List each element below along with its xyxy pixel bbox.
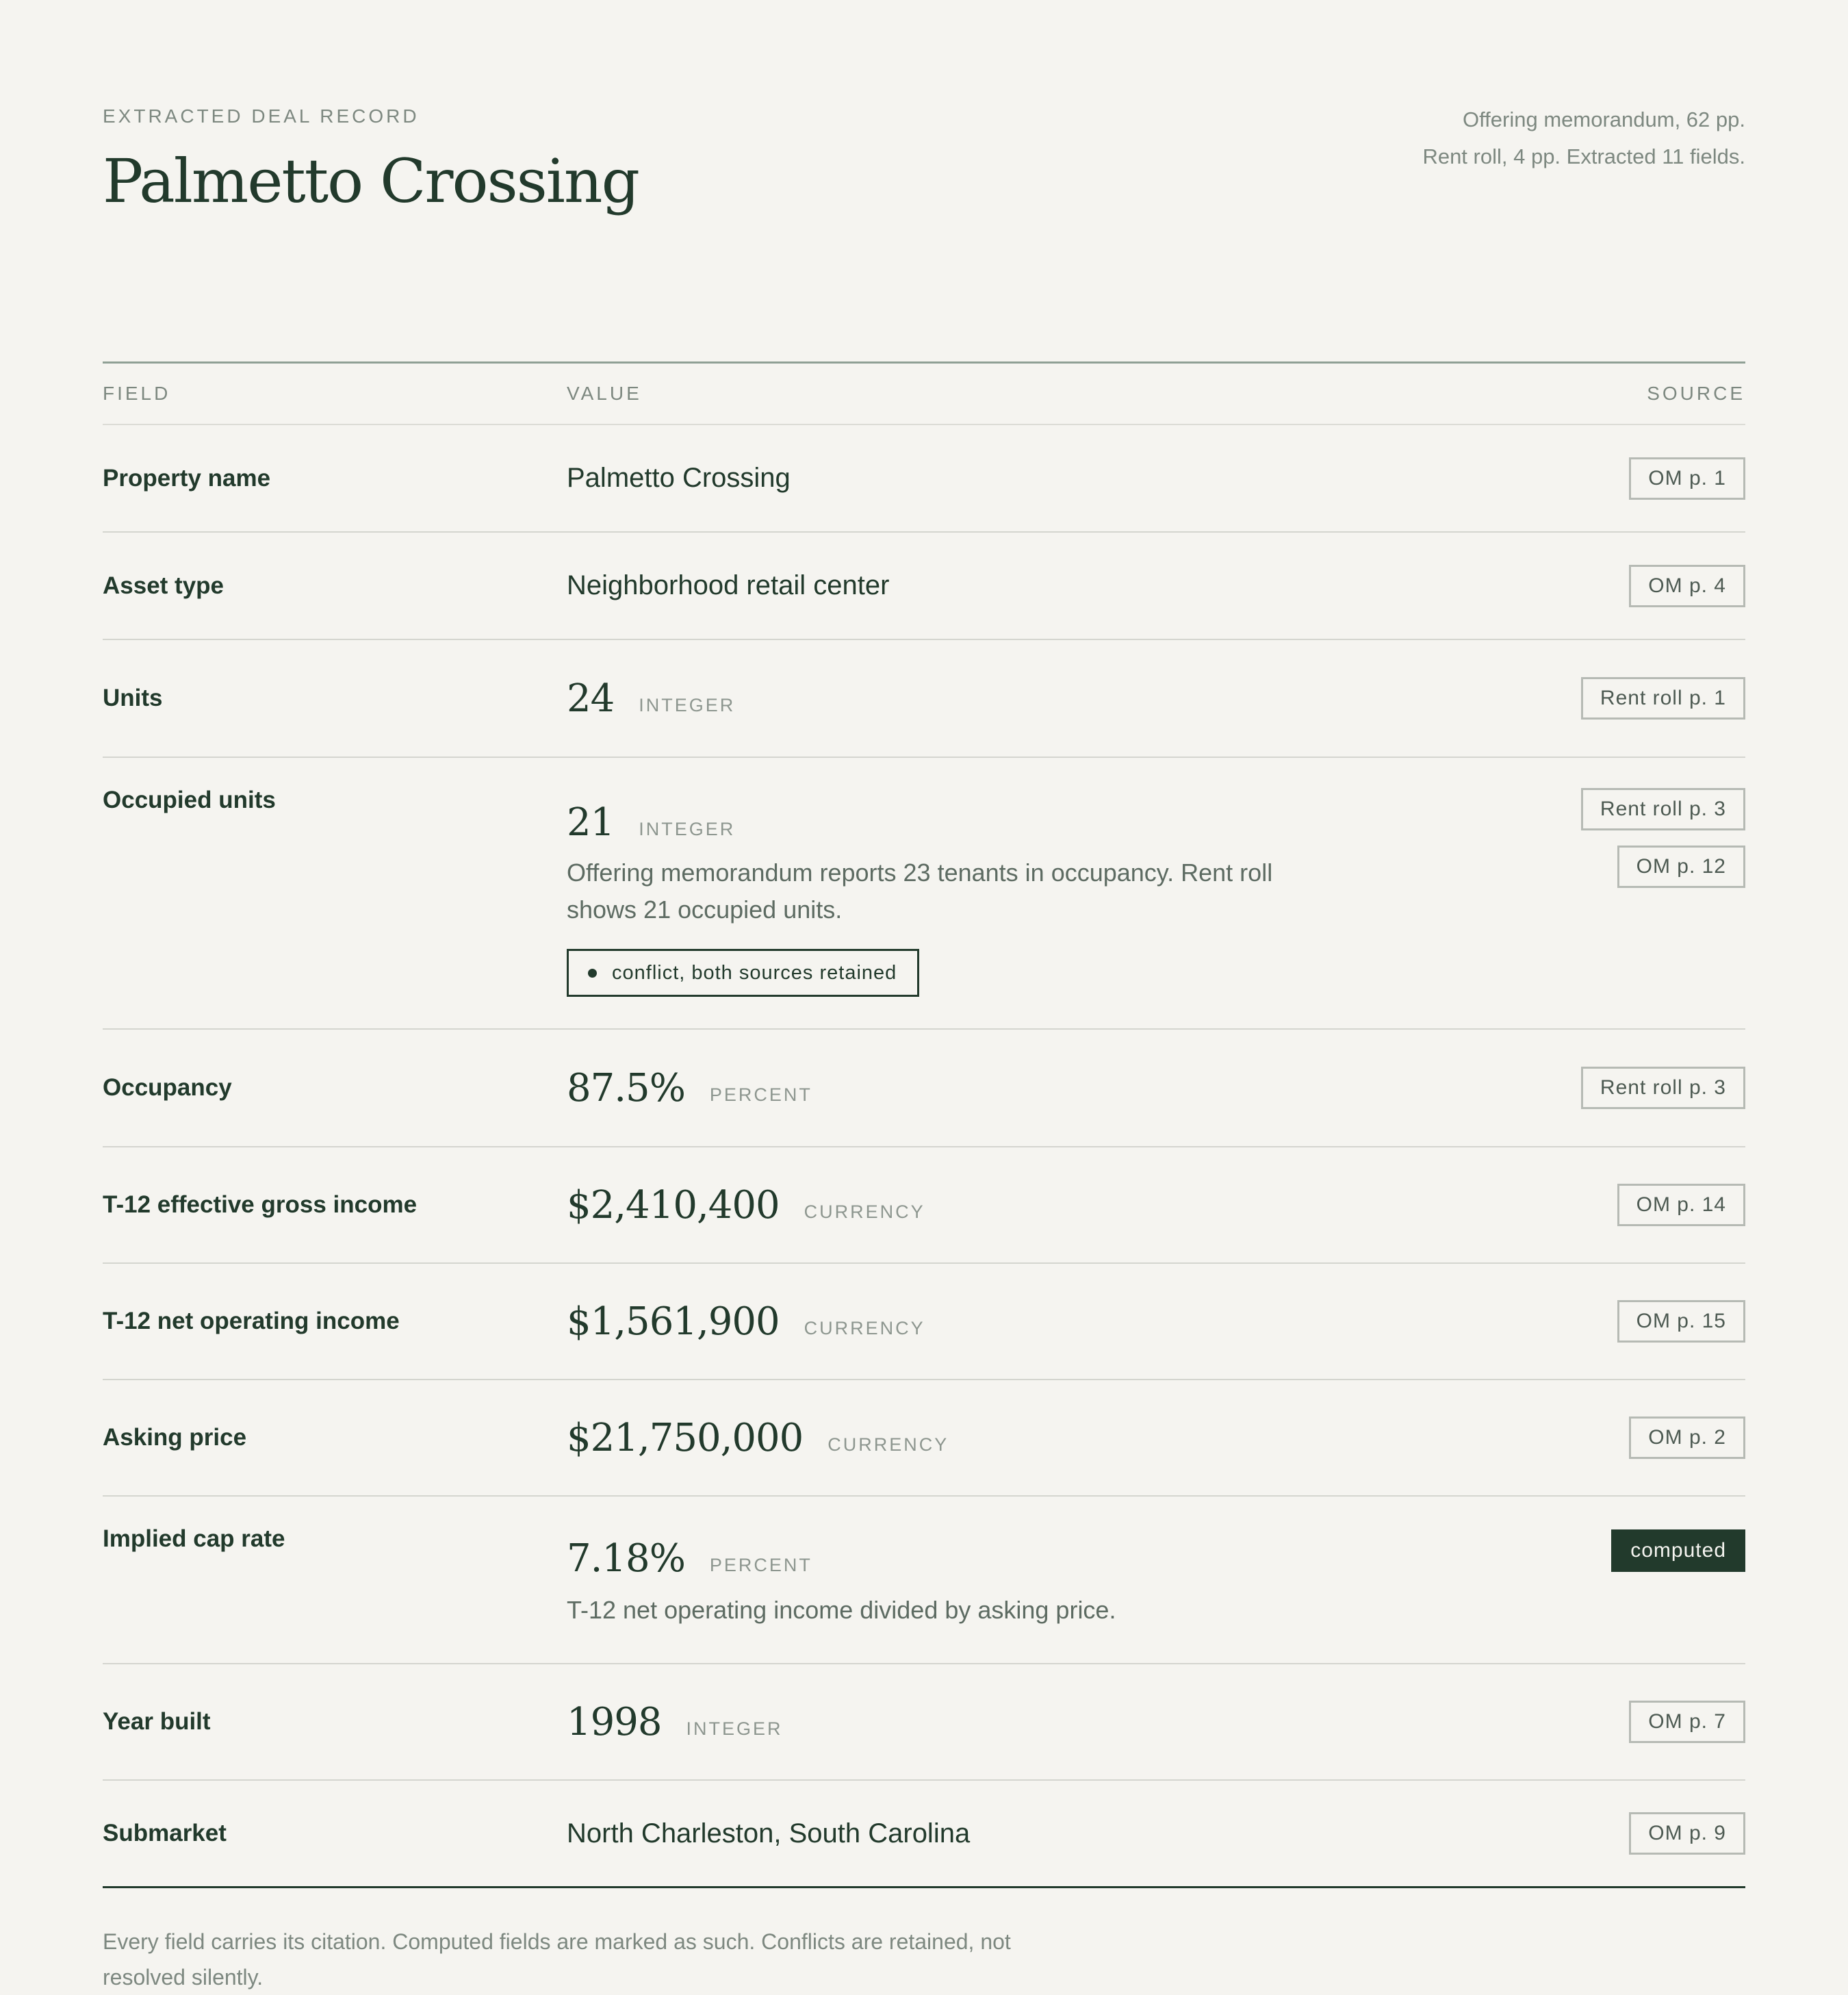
source-citation-badge[interactable]: OM p. 4 <box>1629 565 1745 607</box>
field-value: $21,750,000 <box>567 1415 804 1460</box>
value-type: CURRENCY <box>827 1434 949 1455</box>
table-row <box>103 1380 1745 1497</box>
source-citation-badge[interactable]: OM p. 15 <box>1617 1300 1745 1343</box>
field-value: North Charleston, South Carolina <box>567 1818 971 1848</box>
document-meta <box>1422 101 1745 175</box>
table-row <box>103 1147 1745 1264</box>
page-header <box>103 103 1745 260</box>
table-bottom-rule <box>103 1886 1745 1888</box>
header-source: SOURCE <box>1647 383 1745 404</box>
value-type: INTEGER <box>639 694 736 715</box>
field-value: 24 <box>567 676 615 721</box>
field-label: Occupied units <box>103 787 276 813</box>
header-field: FIELD <box>103 383 171 404</box>
value-type: INTEGER <box>686 1718 783 1739</box>
deal-record-page <box>103 0 1745 1995</box>
field-value: Palmetto Crossing <box>567 463 791 493</box>
source-citation-badge[interactable]: Rent roll p. 1 <box>1581 677 1745 720</box>
source-citation-badge[interactable]: OM p. 1 <box>1629 457 1745 500</box>
field-label: Submarket <box>103 1820 227 1846</box>
field-value: Neighborhood retail center <box>567 570 890 600</box>
source-citation-badge[interactable]: Rent roll p. 3 <box>1581 788 1745 830</box>
value-type: CURRENCY <box>804 1201 925 1222</box>
table-row <box>103 1264 1745 1380</box>
source-citation-badge[interactable]: OM p. 14 <box>1617 1184 1745 1226</box>
table-row <box>103 758 1745 1030</box>
table-row <box>103 640 1745 758</box>
field-label: Asset type <box>103 572 224 599</box>
table-header <box>103 364 1745 425</box>
table-row <box>103 533 1745 640</box>
meta-line-offering: Offering memorandum, 62 pp. <box>1463 107 1745 131</box>
fields-table <box>103 361 1745 1886</box>
field-value: $1,561,900 <box>567 1299 780 1344</box>
table-row <box>103 1030 1745 1147</box>
field-label: Asking price <box>103 1424 247 1451</box>
page-title: Palmetto Crossing <box>103 146 639 216</box>
field-value: 87.5% <box>567 1065 685 1110</box>
field-value: 1998 <box>567 1699 662 1744</box>
computed-badge: computed <box>1611 1529 1745 1572</box>
conflict-flag-label: conflict, both sources retained <box>612 961 897 984</box>
source-citation-badge[interactable]: OM p. 2 <box>1629 1416 1745 1459</box>
table-row <box>103 1497 1745 1664</box>
field-label: Occupancy <box>103 1074 232 1101</box>
table-row <box>103 425 1745 533</box>
value-type: PERCENT <box>709 1084 812 1105</box>
source-citation-badge[interactable]: Rent roll p. 3 <box>1581 1067 1745 1109</box>
field-label: T-12 effective gross income <box>103 1191 418 1218</box>
field-label: Units <box>103 685 163 711</box>
value-type: INTEGER <box>639 819 736 839</box>
field-value: $2,410,400 <box>567 1182 780 1228</box>
field-note: T-12 net operating income divided by asking price. <box>567 1596 1116 1624</box>
source-citation-badge[interactable]: OM p. 12 <box>1617 846 1745 888</box>
table-row <box>103 1664 1745 1781</box>
field-value: 21 <box>567 800 615 845</box>
field-note: Offering memorandum reports 23 tenants in occupancy. Rent roll shows 21 occupied units. <box>567 859 1273 924</box>
table-row <box>103 1781 1745 1886</box>
source-citation-badge[interactable]: OM p. 7 <box>1629 1701 1745 1743</box>
footer-note: Every field carries its citation. Computed fields are marked as such. Conflicts are retained, not resolved silently. <box>103 1929 1011 1990</box>
value-type: PERCENT <box>709 1555 812 1575</box>
field-value: 7.18% <box>567 1536 685 1581</box>
field-label: Property name <box>103 464 271 492</box>
source-citation-badge[interactable]: OM p. 9 <box>1629 1812 1745 1855</box>
conflict-flag <box>567 949 919 997</box>
meta-line-rent-roll: Rent roll, 4 pp. Extracted 11 fields. <box>1422 144 1745 168</box>
eyebrow-label: EXTRACTED DEAL RECORD <box>103 105 420 127</box>
header-value: VALUE <box>567 383 642 404</box>
bullet-dot-icon <box>588 969 597 978</box>
value-type: CURRENCY <box>804 1317 925 1338</box>
field-label: Implied cap rate <box>103 1525 285 1552</box>
field-label: T-12 net operating income <box>103 1308 400 1334</box>
field-label: Year built <box>103 1708 211 1735</box>
